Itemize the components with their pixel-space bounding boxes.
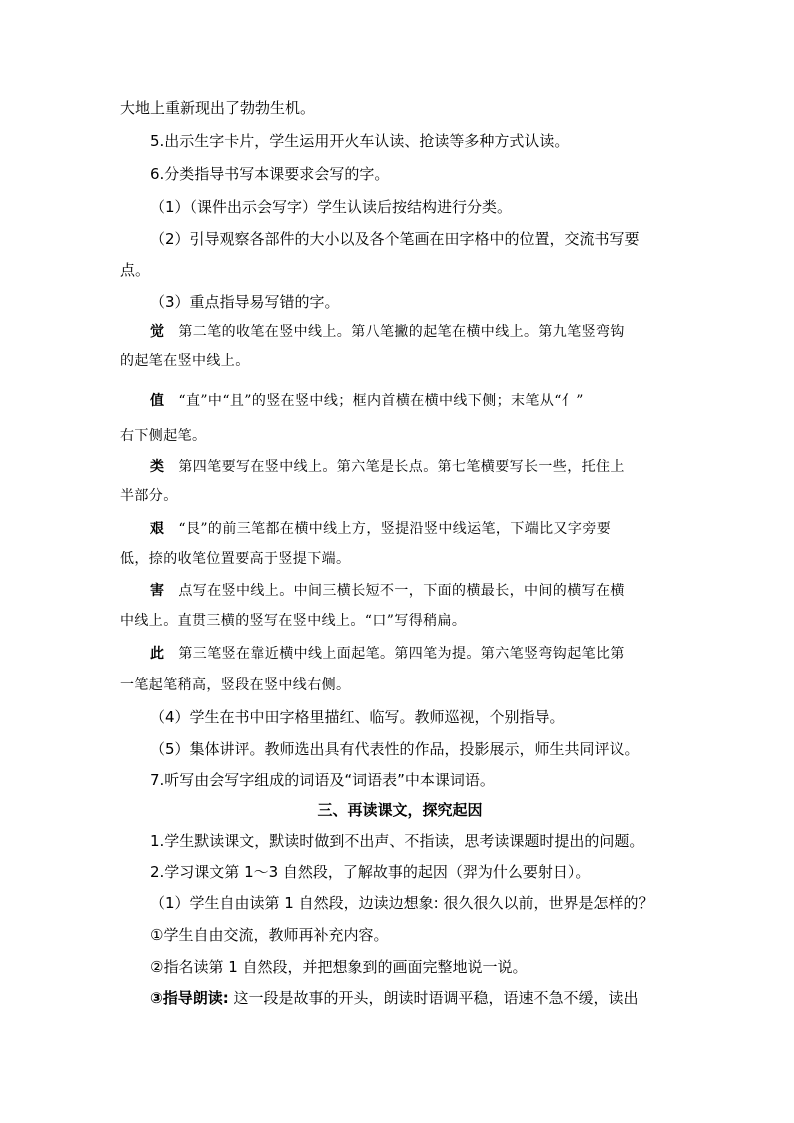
char-guide-6-cont: 一笔起笔稍高，竖段在竖中线右侧。 xyxy=(120,677,351,693)
guided-reading-label: ③指导朗读: xyxy=(150,989,229,1007)
guide-character: 此 xyxy=(150,646,165,662)
text-line: 大地上重新现出了勃勃生机。 xyxy=(120,99,316,117)
text-line: ①学生自由交流，教师再补充内容。 xyxy=(150,926,389,944)
text-line: （3）重点指导易写错的字。 xyxy=(150,293,340,311)
text-line: 点。 xyxy=(120,261,151,279)
char-guide-3-cont: 半部分。 xyxy=(120,488,178,504)
guide-character: 类 xyxy=(150,459,165,475)
text-line: ③指导朗读: 这一段是故事的开头，朗读时语调平稳，语速不急不缓，读出 xyxy=(150,989,639,1007)
char-guide-3: 类 第四笔要写在竖中线上。第六笔是长点。第七笔横要写长一些，托住上 xyxy=(150,459,625,475)
text-line: 6.分类指导书写本课要求会写的字。 xyxy=(150,165,390,183)
text-line: （1）学生自由读第 1 自然段，边读边想象: 很久很久以前，世界是怎样的？ xyxy=(150,894,654,912)
text-line: 7.听写由会写字组成的词语及“词语表”中本课词语。 xyxy=(150,771,495,789)
guide-character: 艰 xyxy=(150,521,165,537)
text-line: ②指名读第 1 自然段，并把想象到的画面完整地说一说。 xyxy=(150,958,528,976)
char-guide-2: 值 “直”中“且”的竖在竖中线；框内首横在横中线下侧；末笔从“亻” xyxy=(150,393,584,409)
char-guide-5-cont: 中线上。直贯三横的竖写在竖中线上。“口”写得稍扁。 xyxy=(120,613,467,629)
char-guide-1: 觉 第二笔的收笔在竖中线上。第八笔撇的起笔在横中线上。第九笔竖弯钩 xyxy=(150,324,625,340)
text-line: （4）学生在书中田字格里描红、临写。教师巡视，个别指导。 xyxy=(150,708,565,726)
guide-character: 觉 xyxy=(150,324,165,340)
guide-character: 值 xyxy=(150,393,165,409)
text-line: 5.出示生字卡片，学生运用开火车认读、抢读等多种方式认读。 xyxy=(150,132,570,150)
char-guide-1-cont: 的起笔在竖中线上。 xyxy=(120,353,250,369)
char-guide-4-cont: 低，捺的收笔位置要高于竖提下端。 xyxy=(120,551,351,567)
char-guide-5: 害 点写在竖中线上。中间三横长短不一，下面的横最长，中间的横写在横 xyxy=(150,583,625,599)
text-line: （5）集体讲评。教师选出具有代表性的作品，投影展示，师生共同评议。 xyxy=(150,740,640,758)
text-line: 1.学生默读课文，默读时做到不出声、不指读，思考读课题时提出的问题。 xyxy=(150,832,645,850)
char-guide-4: 艰 “艮”的前三笔都在横中线上方，竖提沿竖中线运笔，下端比又字旁要 xyxy=(150,521,612,537)
text-line: 2.学习课文第 1～3 自然段，了解故事的起因（羿为什么要射日）。 xyxy=(150,863,591,881)
text-line: （2）引导观察各部件的大小以及各个笔画在田字格中的位置，交流书写要 xyxy=(150,230,640,248)
guide-character: 害 xyxy=(150,583,165,599)
char-guide-2-cont: 右下侧起笔。 xyxy=(120,428,207,444)
section-heading: 三、再读课文，探究起因 xyxy=(317,801,483,819)
char-guide-6: 此 第三笔竖在靠近横中线上面起笔。第四笔为提。第六笔竖弯钩起笔比第 xyxy=(150,646,625,662)
text-line: （1）（课件出示会写字）学生认读后按结构进行分类。 xyxy=(150,198,513,216)
